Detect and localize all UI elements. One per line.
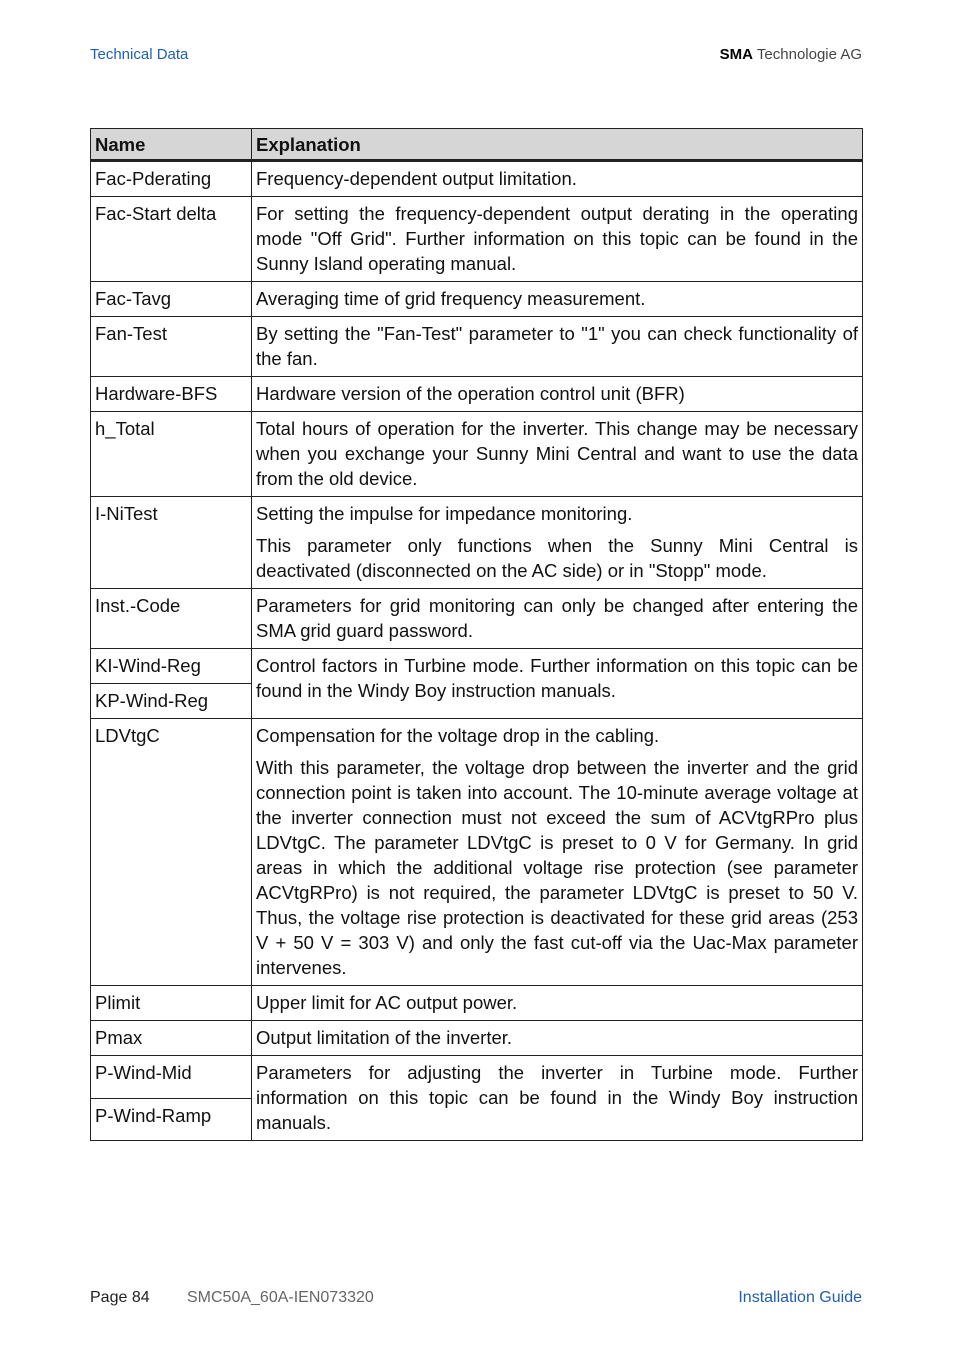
table-row [91,589,863,649]
table-row [91,317,863,377]
parameter-explanation: For setting the frequency-dependent output derating in the operating mode "Off Grid". Further information on this topic can be found in the Sunny Island operating manual. [252,197,863,282]
parameter-name: LDVtgC [91,719,252,986]
parameter-explanation: Total hours of operation for the inverter. This change may be necessary when you exchange your Sunny Mini Central and want to use the data from the old device. [252,412,863,497]
parameter-name: Plimit [91,986,252,1021]
document-title: Installation Guide [738,1289,862,1306]
parameter-name: Pmax [91,1021,252,1056]
table-row [91,986,863,1021]
parameter-explanation: Setting the impulse for impedance monitoring. This parameter only functions when the Sunny Mini Central is deactivated (disconnected on the AC side) or in "Stopp" mode. [252,497,863,589]
table-row [91,161,863,197]
running-header-company [720,46,862,63]
parameter-explanation: Upper limit for AC output power. [252,986,863,1021]
parameter-explanation: Hardware version of the operation control unit (BFR) [252,377,863,412]
parameter-explanation: By setting the "Fan-Test" parameter to "1" you can check functionality of the fan. [252,317,863,377]
table-row [91,649,863,684]
parameter-explanation: Averaging time of grid frequency measurement. [252,282,863,317]
table-row [91,197,863,282]
document-id: SMC50A_60A-IEN073320 [187,1289,374,1306]
parameter-name: Fac-Start delta [91,197,252,282]
parameter-name: I-NiTest [91,497,252,589]
parameter-name: Fac-Pderating [91,161,252,197]
parameter-explanation: Parameters for grid monitoring can only be changed after entering the SMA grid guard password. [252,589,863,649]
table-header-row [91,129,863,161]
parameter-table [90,128,863,1141]
column-header-explanation: Explanation [252,129,863,161]
column-header-name: Name [91,129,252,161]
table-row [91,497,863,589]
parameter-name: Inst.-Code [91,589,252,649]
running-header-section: Technical Data [90,46,189,63]
parameter-name: P-Wind-Mid [91,1056,252,1099]
parameter-name: Fan-Test [91,317,252,377]
table-row [91,377,863,412]
page-number: Page 84 [90,1289,150,1306]
parameter-name: KI-Wind-Reg [91,649,252,684]
parameter-explanation: Parameters for adjusting the inverter in Turbine mode. Further information on this topic can be found in the Windy Boy instruction manuals. [252,1056,863,1141]
table-row [91,1056,863,1099]
parameter-explanation: Compensation for the voltage drop in the cabling. With this parameter, the voltage drop between the inverter and the grid connection point is taken into account. The 10-minute average voltage at the inverter connection must not exceed the sum of ACVtgRPro plus LDVtgC. The parameter LDVtgC is preset to 0 V for Germany. In grid areas in which the additional voltage rise protection (see parameter ACVtgRPro) is not required, the parameter LDVtgC is preset to 50 V. Thus, the voltage rise protection is deactivated for these grid areas (253 V + 50 V = 303 V) and only the fast cut-off via the Uac-Max parameter intervenes. [252,719,863,986]
parameter-explanation: Output limitation of the inverter. [252,1021,863,1056]
parameter-name: P-Wind-Ramp [91,1098,252,1141]
parameter-name: Fac-Tavg [91,282,252,317]
parameter-name: h_Total [91,412,252,497]
company-name-rest: Technologie AG [753,46,862,63]
table-row [91,719,863,986]
parameter-explanation: Frequency-dependent output limitation. [252,161,863,197]
table-row [91,412,863,497]
parameter-explanation: Control factors in Turbine mode. Further information on this topic can be found in the Windy Boy instruction manuals. [252,649,863,719]
table-row [91,1021,863,1056]
table-row [91,282,863,317]
parameter-name: KP-Wind-Reg [91,684,252,719]
company-name-bold: SMA [719,46,754,63]
parameter-name: Hardware-BFS [91,377,252,412]
